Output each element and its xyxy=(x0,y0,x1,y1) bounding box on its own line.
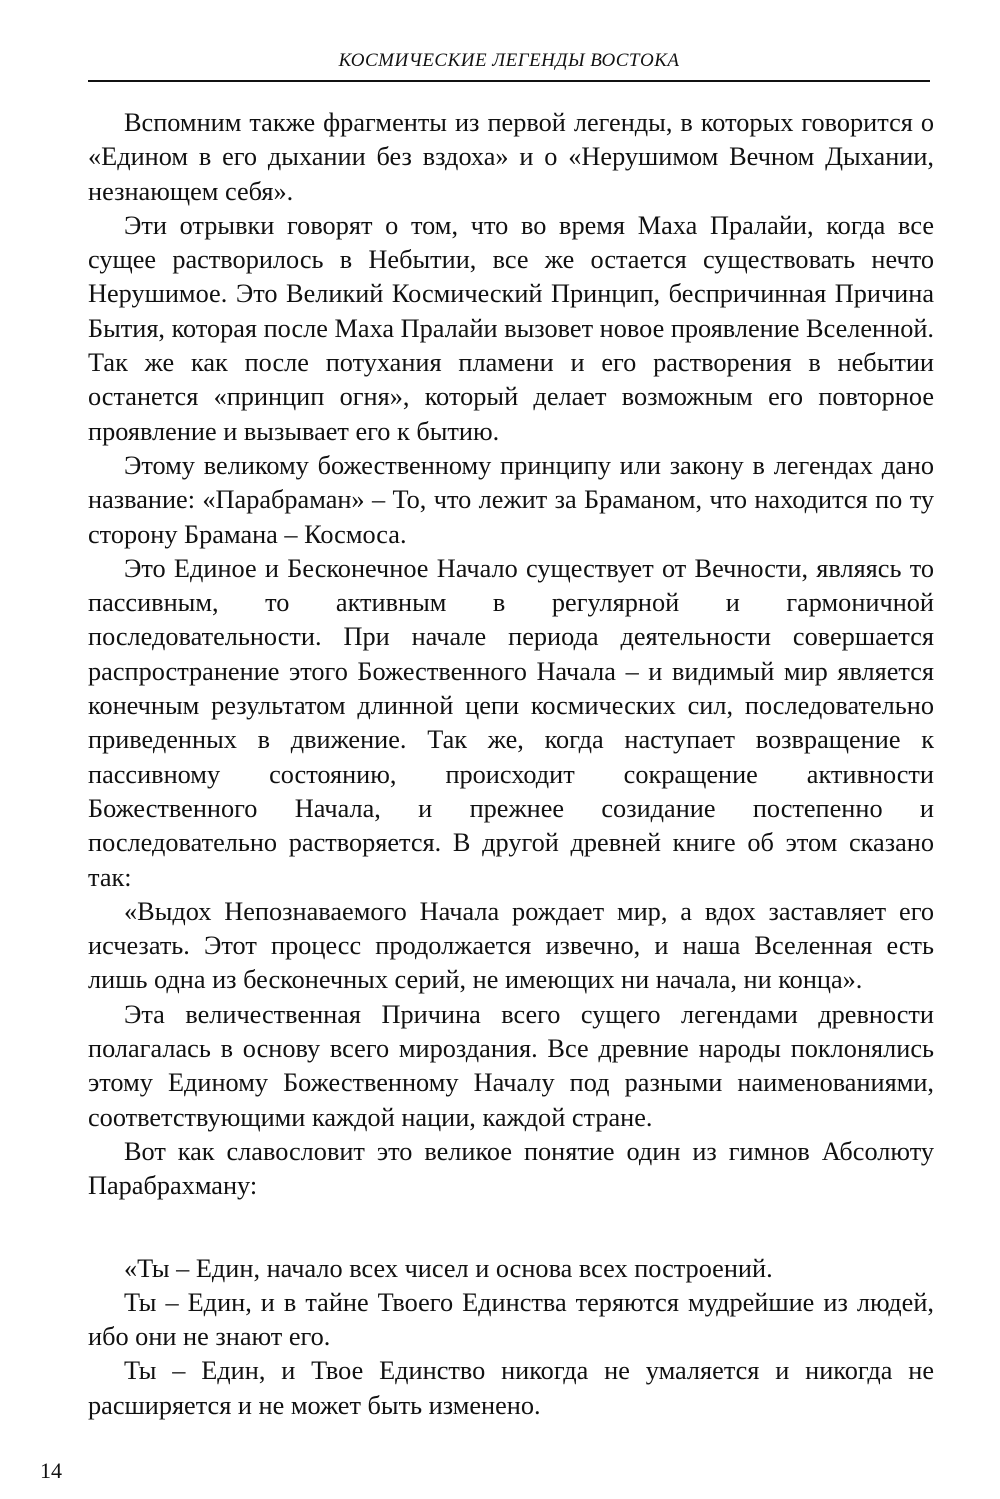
page-number: 14 xyxy=(40,1458,62,1483)
paragraph: Вот как славословит это великое понятие один из гимнов Абсолюту Парабрахману: xyxy=(88,1136,934,1201)
hymn-line: «Ты – Един, начало всех чисел и основа всех построений. xyxy=(124,1253,773,1283)
header-rule xyxy=(88,80,930,82)
paragraph: Это Единое и Бесконечное Начало существует от Вечности, являясь то пассивным, то активным в регулярной и гармоничной последовательности. При начале периода деятельности совершается распространение этого Божественного Начала – и видимый мир является конечным результатом длинной цепи космических сил, последовательно приведенных в движение. Так же, когда наступает возвращение к пассивному состоянию, происходит сокращение активности Божественного Начала, и прежнее созидание постепенно и последовательно растворяется. В другой древней книге об этом сказано так: xyxy=(88,553,934,892)
quote-paragraph: «Выдох Непознаваемого Начала рождает мир, а вдох заставляет его исчезать. Этот процесс продолжается извечно, и наша Вселенная есть лишь одна из бесконечных серий, не имеющих ни начала, ни конца». xyxy=(88,896,934,995)
running-head-title: КОСМИЧЕСКИЕ ЛЕГЕНДЫ ВОСТОКА xyxy=(338,50,680,71)
hymn-line: Ты – Един, и в тайне Твоего Единства теряются мудрейшие из людей, ибо они не знают его. xyxy=(88,1287,934,1352)
paragraph: Этому великому божественному принципу или закону в легендах дано название: «Парабраман» – То, что лежит за Браманом, что находится по ту сторону Брамана – Космоса. xyxy=(88,450,934,549)
paragraph: Эти отрывки говорят о том, что во время Маха Пралайи, когда все сущее растворилось в Небытии, все же остается существовать нечто Нерушимое. Это Великий Космический Принцип, беспричинная Причина Бытия, которая после Маха Пралайи вызовет новое проявление Вселенной. Так же как после потухания пламени и его растворения в небытии останется «принцип огня», который делает возможным его повторное проявление и вызывает его к бытию. xyxy=(88,210,934,446)
body-text xyxy=(88,106,934,1423)
paragraph: Вспомним также фрагменты из первой легенды, в которых говорится о «Едином в его дыхании без вздоха» и о «Нерушимом Вечном Дыхании, незнающем себя». xyxy=(88,108,934,206)
hymn-line: Ты – Един, и Твое Единство никогда не умаляется и никогда не расширяется и не может быть изменено. xyxy=(88,1356,934,1420)
paragraph: Эта величественная Причина всего сущего легендами древности полагалась в основу всего мироздания. Все древние народы поклонялись этому Единому Божественному Началу под разными наименованиями, соответствующими каждой нации, каждой стране. xyxy=(88,999,934,1132)
